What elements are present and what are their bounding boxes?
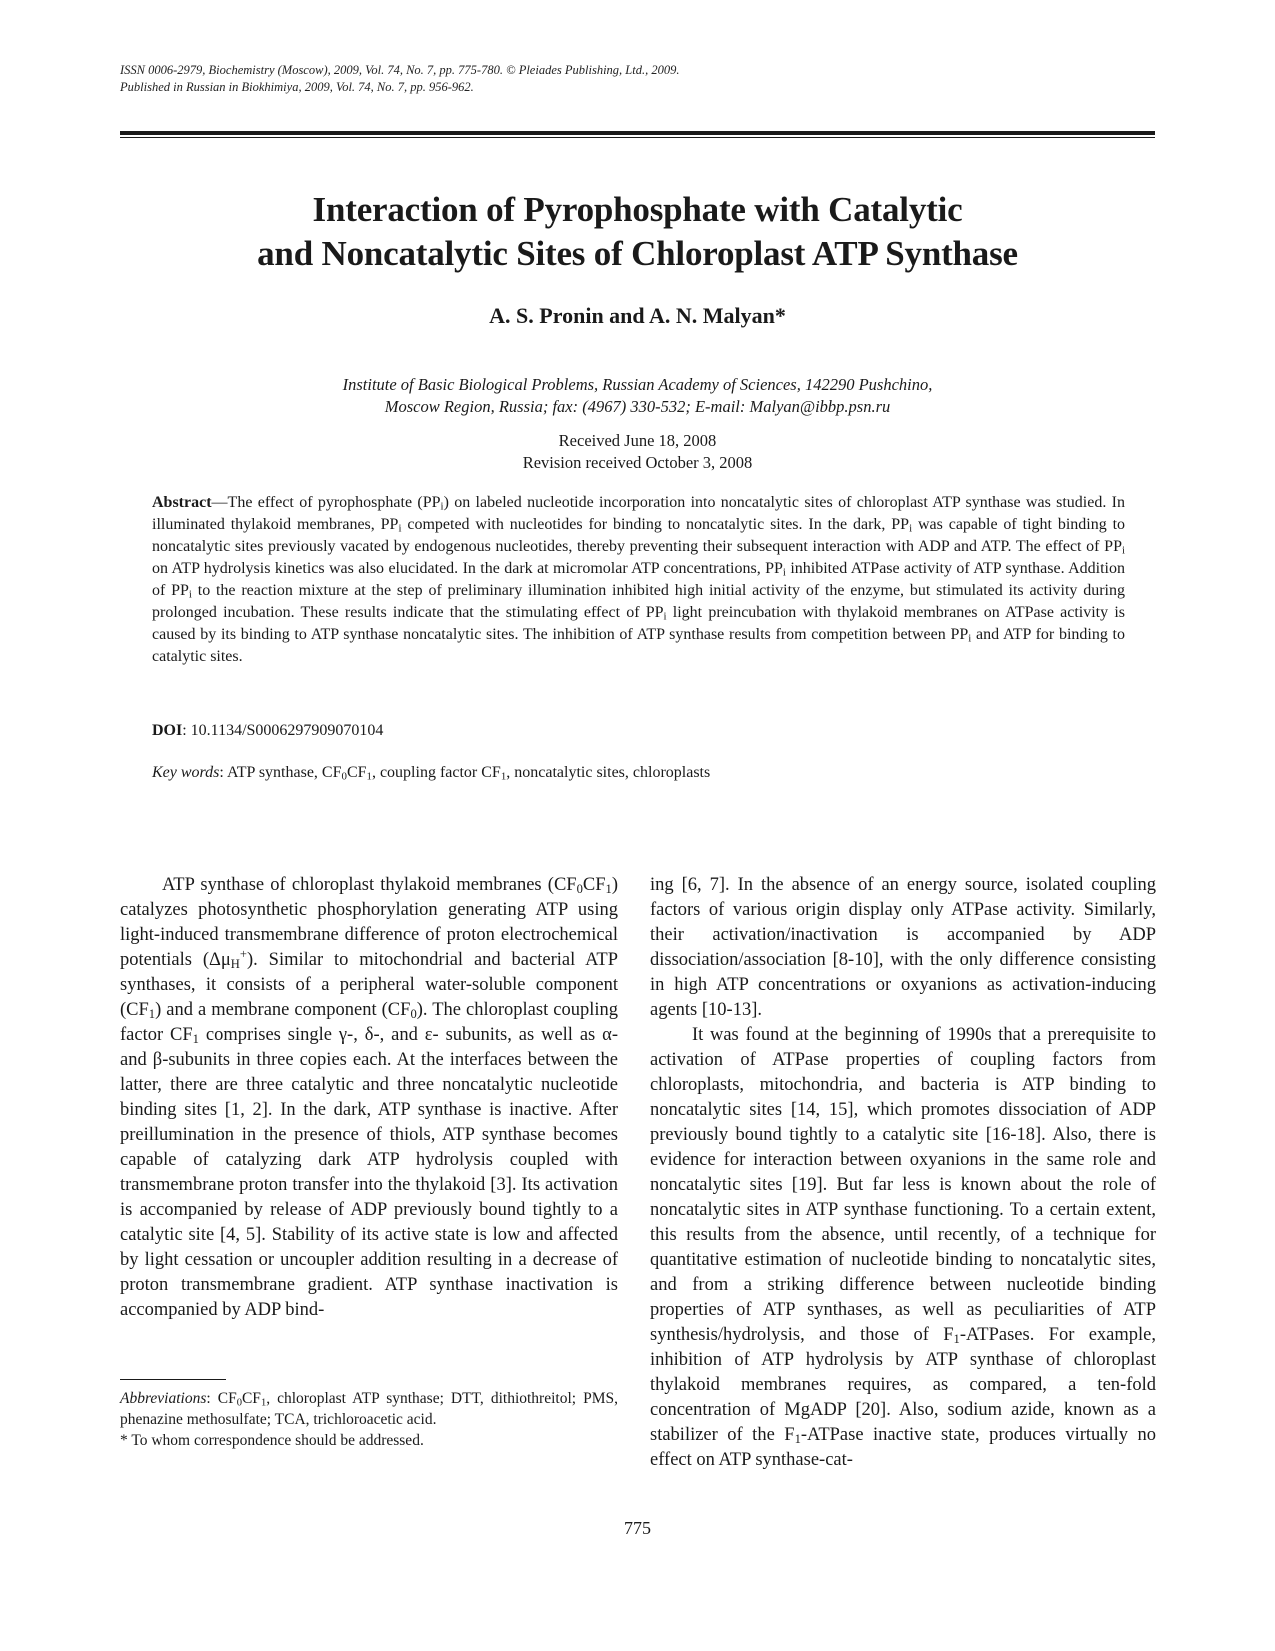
affiliation (120, 374, 1155, 418)
journal-header (120, 62, 1150, 96)
abstract-text: light preincubation with thylakoid membranes on ATPase activity is caused by its binding to ATP synthase noncatalytic sites. The inhibition of ATP synthase results from competition between PP (152, 604, 1125, 643)
affiliation-line-1: Institute of Basic Biological Problems, Russian Academy of Sciences, 142290 Pushchino, (342, 375, 933, 394)
abstract-text: on ATP hydrolysis kinetics was also elucidated. In the dark at micromolar ATP concentrations, PP (152, 560, 783, 577)
subscript: 1 (605, 882, 612, 897)
body-text: CF (582, 875, 606, 895)
subscript: 0 (410, 1007, 417, 1022)
right-column (650, 873, 1156, 1473)
subscript: i (663, 610, 667, 623)
doi-value[interactable]: : 10.1134/S0006297909070104 (182, 722, 384, 739)
body-text: ) catalyzes photosynthetic phosphorylation generating ATP using light-induced transmembrane difference of proton electrochemical potentials (Δμ (120, 875, 618, 970)
body-text: -ATPase inactive state, produces virtually no effect on ATP synthase-cat- (650, 1425, 1156, 1470)
abbreviations-footnote (120, 1388, 618, 1430)
abstract-text: —The effect of pyrophosphate (PP (211, 494, 441, 511)
footnote-text: : CF (206, 1390, 237, 1407)
doi-label: DOI (152, 722, 183, 739)
revision-date: Revision received October 3, 2008 (522, 453, 753, 472)
header-rule-thin (120, 137, 1155, 138)
keywords-text: , noncatalytic sites, chloroplasts (506, 764, 711, 781)
keywords (152, 762, 710, 784)
header-rule-thick (120, 131, 1155, 135)
body-text: ATP synthase of chloroplast thylakoid membranes (CF (162, 875, 577, 895)
subscript: i (440, 500, 444, 513)
subscript: i (398, 522, 402, 535)
body-text: ). Similar to mitochondrial and bacterial ATP synthases, it consists of a peripheral water-soluble component (CF (120, 950, 618, 1020)
subscript: 0 (341, 770, 347, 783)
abstract-text: and ATP for binding to catalytic sites. (152, 626, 1125, 665)
paper-title (120, 188, 1155, 276)
subscript: 1 (500, 770, 507, 783)
superscript: + (239, 946, 247, 961)
keywords-text: , coupling factor CF (371, 764, 501, 781)
subscript: H (230, 957, 240, 972)
header-line-1: ISSN 0006-2979, Biochemistry (Moscow), 2009, Vol. 74, No. 7, pp. 775-780. © Pleiades Publishing, Ltd., 2009. (120, 63, 680, 77)
left-column (120, 873, 618, 1323)
received-dates (120, 430, 1155, 474)
subscript: i (782, 566, 786, 579)
header-line-2: Published in Russian in Biokhimiya, 2009, Vol. 74, No. 7, pp. 956-962. (120, 80, 474, 94)
body-text: ). The chloroplast coupling factor CF (120, 1000, 619, 1045)
subscript: i (188, 588, 192, 601)
abstract-text: ) on labeled nucleotide incorporation into noncatalytic sites of chloroplast ATP synthase was studied. In illuminated thylakoid membranes, PP (152, 494, 1126, 533)
received-date: Received June 18, 2008 (558, 431, 717, 450)
subscript: 1 (366, 770, 372, 783)
subscript: i (968, 632, 972, 645)
abstract-text: to the reaction mixture at the step of preliminary illumination inhibited high initial activity of the enzyme, but stimulated its activity during prolonged incubation. These results indicate that the stimulating effect of PP (152, 582, 1126, 621)
body-text: comprises single γ-, δ-, and ε- subunits, as well as α- and β-subunits in three copies each. At the interfaces between the latter, there are three catalytic and three noncatalytic nucleotide binding sites [1, 2]. In the dark, ATP synthase is inactive. After preillumination in the presence of thiols, ATP synthase becomes capable of catalyzing dark ATP hydrolysis coupled with transmembrane proton transfer into the thylakoid [3]. Its activation is accompanied by release of ADP previously bound tightly to a catalytic site [4, 5]. Stability of its active state is low and affected by light cessation or uncoupler addition resulting in a decrease of proton transmembrane gradient. ATP synthase inactivation is accompanied by ADP bind- (120, 1025, 619, 1320)
body-paragraph (650, 1023, 1156, 1473)
authors: A. S. Pronin and A. N. Malyan* (489, 303, 786, 328)
body-text: ) and a membrane component (CF (155, 1000, 411, 1020)
keywords-text: CF (346, 764, 367, 781)
subscript: i (909, 522, 913, 535)
abstract-text: competed with nucleotides for binding to noncatalytic sites. In the dark, PP (401, 516, 910, 533)
body-paragraph: ing [6, 7]. In the absence of an energy source, isolated coupling factors of various origin display only ATPase activity. Similarly, their activation/inactivation is accompanied by ADP dissociation/association [8-10], with the only difference consisting in high ATP concentrations or oxyanions as activation-inducing agents [10-13]. (650, 875, 1156, 1020)
page-number: 775 (624, 1518, 651, 1538)
title-line-1: Interaction of Pyrophosphate with Catalytic (312, 190, 963, 229)
keywords-label: Key words (152, 764, 220, 781)
abstract (152, 492, 1125, 668)
body-text: It was found at the beginning of 1990s that a prerequisite to activation of ATPase properties of coupling factors from chloroplasts, mitochondria, and bacteria is ATP binding to noncatalytic sites [14, 15], which promotes dissociation of ADP previously bound tightly to a catalytic site [16-18]. Also, there is evidence for interaction between oxyanions in the same role and noncatalytic sites [19]. But far less is known about the role of noncatalytic sites in ATP synthase functioning. To a certain extent, this results from the absence, until recently, of a technique for quantitative estimation of nucleotide binding to noncatalytic sites, and from a striking difference between nucleotide binding properties of ATP synthases, as well as peculiarities of ATP synthesis/hydrolysis, and those of F (650, 1025, 1156, 1345)
subscript: 1 (794, 1432, 801, 1447)
abstract-label: Abstract (152, 494, 212, 511)
footnote-text: CF (241, 1390, 261, 1407)
doi (152, 720, 383, 742)
title-line-2: and Noncatalytic Sites of Chloroplast ATP Synthase (257, 234, 1018, 273)
footnotes (120, 1388, 618, 1451)
body-paragraph (120, 873, 618, 1323)
abstract-text: was capable of tight binding to noncatalytic sites previously vacated by endogenous nucleotides, thereby preventing their subsequent interaction with ADP and ATP. The effect of PP (152, 516, 1126, 555)
footnote-text: , chloroplast ATP synthase; DTT, dithiothreitol; PMS, phenazine methosulfate; TCA, trichloroacetic acid. (120, 1390, 619, 1428)
subscript: 0 (236, 1397, 242, 1409)
abstract-text: inhibited ATPase activity of ATP synthase. Addition of PP (152, 560, 1126, 599)
subscript: 1 (953, 1332, 960, 1347)
abbreviations-label: Abbreviations (120, 1390, 207, 1407)
body-text: -ATPases. For example, inhibition of ATP hydrolysis by ATP synthase of chloroplast thylakoid membranes requires, as compared, a ten-fold concentration of MgADP [20]. Also, sodium azide, known as a stabilizer of the F (650, 1325, 1157, 1445)
keywords-text: : ATP synthase, CF (219, 764, 342, 781)
subscript: 1 (260, 1397, 267, 1409)
subscript: 1 (148, 1007, 156, 1022)
subscript: 0 (576, 882, 583, 897)
subscript: i (1121, 544, 1125, 557)
footnote-rule (120, 1379, 226, 1380)
correspondence-footnote: * To whom correspondence should be addressed. (120, 1432, 424, 1449)
subscript: 1 (192, 1032, 199, 1047)
affiliation-line-2: Moscow Region, Russia; fax: (4967) 330-532; E-mail: Malyan@ibbp.psn.ru (384, 397, 891, 416)
